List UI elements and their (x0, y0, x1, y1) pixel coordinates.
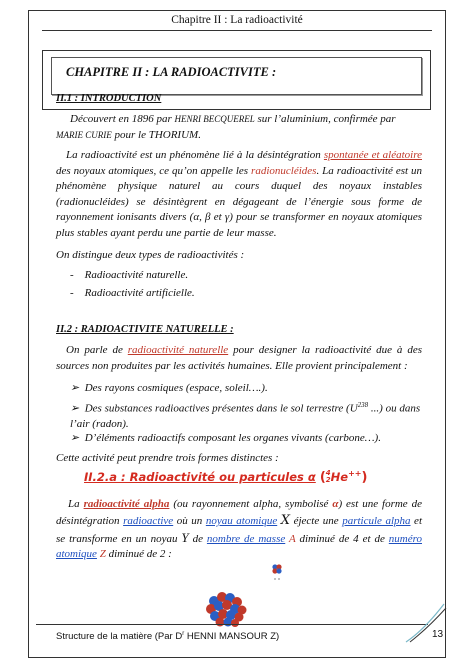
alpha-particle-image (270, 562, 284, 584)
intro-paragraph-1: Découvert en 1896 par HENRI BECQUEREL sur l’aluminium, confirmée par MARIE CURIE pour le THORIUM. (56, 113, 396, 141)
link-radioactivite-alpha[interactable]: radioactivité alpha (83, 498, 170, 510)
page-header-title: Chapitre II : La radioactivité (171, 14, 303, 26)
header-rule (42, 30, 432, 31)
types-intro: On distingue deux types de radioactivités : (56, 249, 245, 261)
type-list-item: - Radioactivité artificielle. (70, 287, 195, 299)
link-noyau-atomique[interactable]: noyau atomique (205, 514, 278, 527)
link-radioactive[interactable]: radioactive (123, 514, 174, 527)
bullet-item: ➢ D’éléments radioactifs composant les organes vivants (carbone…). (70, 432, 381, 444)
natural-paragraph: On parle de radioactivité naturelle pour designer la radioactivité due à des sources non produites par les activités humaines. Elle provient principalement : (56, 344, 422, 372)
page-corner-decoration (404, 600, 448, 644)
section-heading-introduction: II.1 : INTRODUCTION (56, 93, 162, 104)
chapter-title: CHAPITRE II : LA RADIOACTIVITE : (66, 65, 277, 79)
intro-paragraph-2: La radioactivité est un phénomène lié à la désintégration spontanée et aléatoire des noyaux atomiques, ce qu’on appelle les radionucléides. La radioactivité est un phénomène physique naturel au cours duquel des noyaux instables (radionucléides) se désintègrent en dégageant de l’énergie sous forme de rayonnement ionisants divers (α, β et γ) pour se transformer en noyaux atomiques plus stables ayant perdu une partie de leur masse. (56, 149, 423, 239)
type-list-item: - Radioactivité naturelle. (70, 269, 189, 281)
bullet-item: ➢ Des substances radioactives présentes dans le sol terrestre ($U^{238}$ ...) ou dans l’air (radon). (70, 401, 421, 431)
page-number: 13 (432, 629, 444, 640)
forms-intro: Cette activité peut prendre trois formes distinctes : (56, 452, 279, 464)
link-numero-atomique[interactable]: numéro atomique (56, 532, 422, 561)
link-radioactivite-naturelle[interactable]: radioactivité naturelle (127, 344, 229, 356)
alpha-paragraph: La radioactivité alpha (ou rayonnement alpha, symbolisé α) est une forme de désintégration radioactive où un noyau atomique X éjecte une particule alpha et se transforme en un noyau Y de nombre de masse A diminué de 4 et de numéro atomique Z diminué de 2 : (56, 498, 423, 561)
link-nombre-de-masse[interactable]: nombre de masse (206, 532, 286, 545)
subsection-heading-alpha: II.2.a : Radioactivité ou particules α (4 2He++) (84, 469, 368, 485)
chapter-title-inner-box (51, 57, 422, 95)
footer-credit: Structure de la matière (Par $D^r$ HENNI MANSOUR Z) (56, 631, 280, 643)
footer-rule (36, 624, 428, 625)
link-spontanee-aleatoire[interactable]: spontanée et aléatoire (323, 149, 422, 161)
link-radionucleides[interactable]: radionucléides (251, 164, 317, 177)
section-heading-natural: II.2 : RADIOACTIVITE NATURELLE : (56, 324, 234, 335)
link-particule-alpha[interactable]: particule alpha (342, 514, 411, 527)
bullet-item: ➢ Des rayons cosmiques (espace, soleil….). (70, 382, 268, 394)
atomic-nucleus-image (204, 589, 248, 629)
